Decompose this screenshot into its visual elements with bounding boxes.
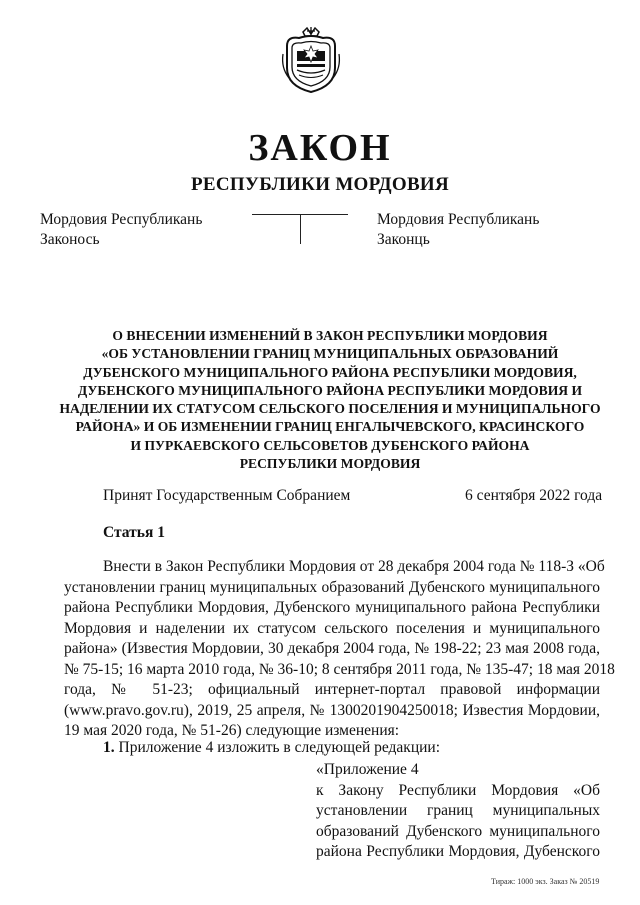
heading-line: О ВНЕСЕНИИ ИЗМЕНЕНИЙ В ЗАКОН РЕСПУБЛИКИ МОРДОВИЯ <box>112 328 548 343</box>
heading-line: НАДЕЛЕНИИ ИХ СТАТУСОМ СЕЛЬСКОГО ПОСЕЛЕНИЯ И МУНИЦИПАЛЬНОГО <box>59 401 601 417</box>
appendix-line: к Закону Республики Мордовия «Об <box>316 781 600 799</box>
body-line: Внести в Закон Республики Мордовия от 28 декабря 2004 года № 118-З «Об <box>103 558 605 575</box>
body-line: 19 мая 2020 года, № 51-26) следующие изменения: <box>64 722 400 739</box>
body-line: района» (Известия Мордовии, 30 декабря 2004 года, № 198-22; 23 мая 2008 года, <box>64 640 600 657</box>
heading-line: И ПУРКАЕВСКОГО СЕЛЬСОВЕТОВ ДУБЕНСКОГО РАЙОНА <box>130 437 530 453</box>
appendix-header <box>316 760 600 863</box>
header-left-line: Мордовия Республикань <box>40 211 203 228</box>
appendix-line: района Республики Мордовия, Дубенского <box>316 843 600 860</box>
appendix-line: установлении границ муниципальных <box>316 802 600 819</box>
heading-line: ДУБЕНСКОГО МУНИЦИПАЛЬНОГО РАЙОНА РЕСПУБЛИКИ МОРДОВИЯ И <box>77 382 583 398</box>
adopted-date: 6 сентября 2022 года <box>465 487 603 504</box>
body-line: (www.pravo.gov.ru), 2019, 25 апреля, № 1300201904250018; Известия Мордовии, <box>64 701 600 719</box>
heading-line: РЕСПУБЛИКИ МОРДОВИЯ <box>239 456 421 472</box>
item-number: 1. <box>103 739 115 756</box>
body-line: района Республики Мордовия, Дубенского муниципального района Республики <box>64 599 600 616</box>
body-line: установлении границ муниципальных образований Дубенского муниципального <box>64 578 600 596</box>
body-line: года, № 51-23; официальный интернет-портал правовой информации <box>64 681 600 698</box>
body-line: № 75-15; 16 марта 2010 года, № 36-10; 8 сентября 2011 года, № 135-47; 18 мая 2018 <box>64 660 615 678</box>
heading-line: ДУБЕНСКОГО МУНИЦИПАЛЬНОГО РАЙОНА РЕСПУБЛИКИ МОРДОВИЯ, <box>83 364 577 380</box>
law-title: ЗАКОН <box>248 127 392 169</box>
heading-line: «ОБ УСТАНОВЛЕНИИ ГРАНИЦ МУНИЦИПАЛЬНЫХ ОБРАЗОВАНИЙ <box>101 346 559 362</box>
law-subtitle: РЕСПУБЛИКИ МОРДОВИЯ <box>190 174 450 195</box>
adopted-by-text: Принят Государственным Собранием <box>103 487 351 504</box>
header-divider-vertical <box>300 214 301 244</box>
coat-of-arms-emblem <box>279 24 343 94</box>
article-title: Статья 1 <box>103 524 165 541</box>
header-left-line: Законось <box>40 231 100 248</box>
print-run-footer: Тираж: 1000 экз. Заказ № 20519 <box>491 877 600 886</box>
heading-line: РАЙОНА» И ОБ ИЗМЕНЕНИИ ГРАНИЦ ЕНГАЛЫЧЕВСКОГО, КРАСИНСКОГО <box>75 419 585 435</box>
appendix-line: «Приложение 4 <box>316 761 419 778</box>
amendment-item <box>103 739 440 757</box>
body-line: Мордовия и наделении их статусом сельского поселения и муниципального <box>64 619 600 637</box>
article-body <box>64 557 615 742</box>
header-left-block <box>40 210 202 250</box>
header-right-block <box>377 210 539 250</box>
appendix-line: образований Дубенского муниципального <box>316 822 600 840</box>
header-right-line: Мордовия Республикань <box>377 211 540 228</box>
header-right-line: Законць <box>377 231 430 248</box>
item-text: Приложение 4 изложить в следующей редакции: <box>118 739 441 756</box>
law-heading <box>40 327 620 473</box>
